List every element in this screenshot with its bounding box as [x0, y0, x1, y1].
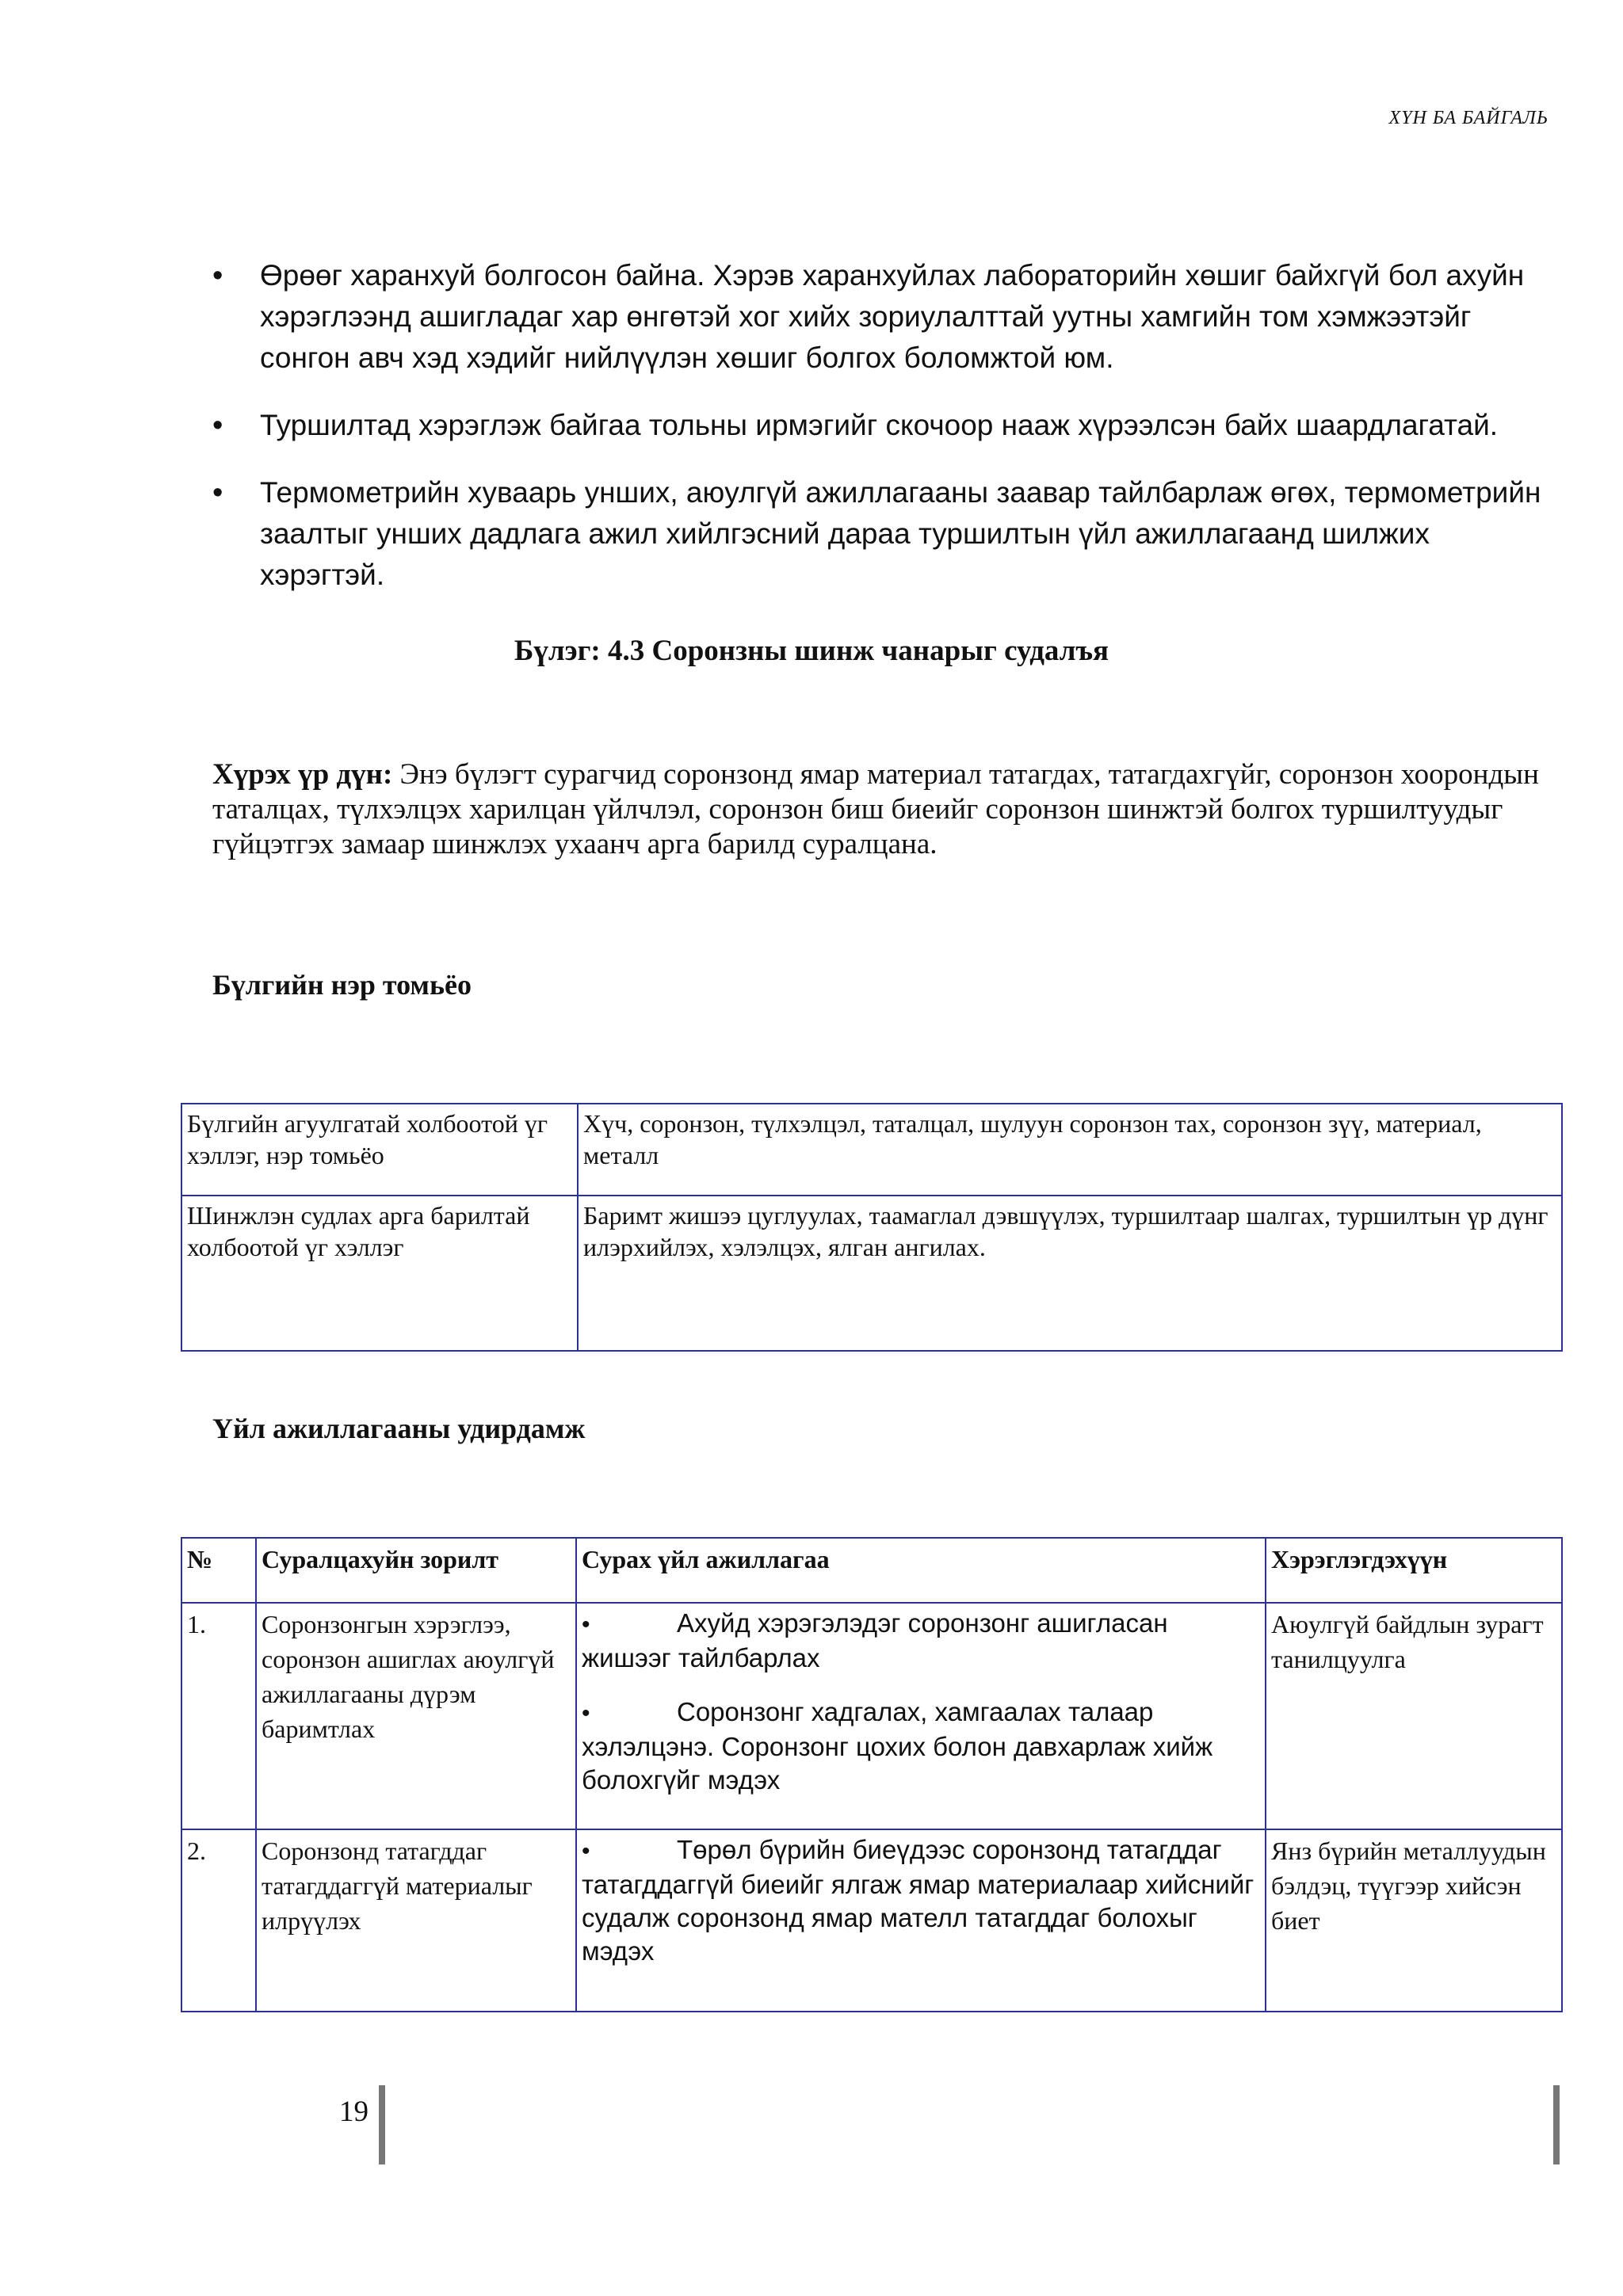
- goal-paragraph: [212, 757, 1568, 862]
- col-header-materials: Хэрэглэгдэхүүн: [1266, 1538, 1562, 1603]
- objective-cell: Соронзонд татагддаг татагддаггүй материалыг илрүүлэх: [256, 1829, 576, 2012]
- table-row: [181, 1603, 1562, 1829]
- table-row: [181, 1829, 1562, 2012]
- row-number: 2.: [181, 1829, 256, 2012]
- activity-bullet: • Соронзонг хадгалах, хамгаалах талаар хэлэлцэнэ. Соронзонг цохих болон давхарлаж хийж болохгүйг мэдэх: [582, 1697, 1213, 1794]
- activities-table: [181, 1537, 1563, 2012]
- footer-rule-right: [1553, 2085, 1560, 2164]
- glossary-heading: Бүлгийн нэр томьёо: [212, 969, 472, 1001]
- objective-cell: Соронзонгын хэрэглээ, соронзон ашиглах аюулгүй ажиллагааны дүрэм баримтлах: [256, 1603, 576, 1829]
- glossary-label-cell: Бүлгийн агуулгатай холбоотой үг хэллэг, нэр томьёо: [181, 1104, 578, 1196]
- bullet-list: [212, 255, 1560, 622]
- running-header: ХҮН БА БАЙГАЛЬ: [1388, 108, 1549, 128]
- activity-cell: [576, 1603, 1266, 1829]
- col-header-num: №: [181, 1538, 256, 1603]
- glossary-label-cell: Шинжлэн судлах арга барилтай холбоотой үг хэллэг: [181, 1196, 578, 1351]
- activity-cell: [576, 1829, 1266, 2012]
- activity-bullet: • Төрөл бүрийн биеүдээс соронзонд татагддаг татагддаггүй биеийг ялгаж ямар материалаар хийснийг судалж соронзонд ямар мателл татагддаг болохыг мэдэх: [582, 1835, 1254, 1966]
- materials-cell: Янз бүрийн металлуудын бэлдэц, түүгээр хийсэн биет: [1266, 1829, 1562, 2012]
- glossary-value-cell: Баримт жишээ цуглуулах, таамаглал дэвшүүлэх, туршилтаар шалгах, туршилтын үр дүнг илэрхийлэх, хэлэлцэх, ялган ангилах.: [578, 1196, 1562, 1351]
- bullet-item: • Термометрийн хуваарь унших, аюулгүй ажиллагааны заавар тайлбарлаж өгөх, термометрийн заалтыг унших дадлага ажил хийлгэсний дараа туршилтын үйл ажиллагаанд шилжих хэрэгтэй.: [212, 472, 1560, 596]
- col-header-objective: Суралцахуйн зорилт: [256, 1538, 576, 1603]
- section-title: Бүлэг: 4.3 Соронзны шинж чанарыг судалъя: [514, 635, 1109, 667]
- glossary-value-cell: Хүч, соронзон, түлхэлцэл, таталцал, шулуун соронзон тах, соронзон зүү, материал, металл: [578, 1104, 1562, 1196]
- row-number: 1.: [181, 1603, 256, 1829]
- bullet-item: • Туршилтад хэрэглэж байгаа тольны ирмэгийг скочоор нааж хүрээлсэн байх шаардлагатай.: [212, 405, 1560, 446]
- table-header-row: [181, 1538, 1562, 1603]
- table-row: [181, 1104, 1562, 1196]
- materials-cell: Аюулгүй байдлын зурагт танилцуулга: [1266, 1603, 1562, 1829]
- goal-label: Хүрэх үр дүн:: [212, 758, 393, 791]
- goal-text: Энэ бүлэгт сурагчид соронзонд ямар материал татагдах, татагдахгүйг, соронзон хоорондын таталцах, түлхэлцэх харилцан үйлчлэл, соронзон биш биеийг соронзон шинжтэй болгох туршилтуудыг гүйцэтгэх замаар шинжлэх ухаанч арга барилд суралцана.: [212, 758, 1539, 860]
- activity-bullet: • Ахуйд хэрэгэлэдэг соронзонг ашигласан жишээг тайлбарлах: [582, 1608, 1168, 1672]
- glossary-table: [181, 1103, 1563, 1352]
- bullet-item: • Өрөөг харанхуй болгосон байна. Хэрэв харанхуйлах лабораторийн хөшиг байхгүй бол ахуйн хэрэглээнд ашигладаг хар өнгөтэй хог хийх зориулалттай уутны хамгийн том хэмжээтэйг сонгон авч хэд хэдийг нийлүүлэн хөшиг болгох боломжтой юм.: [212, 255, 1560, 379]
- page-number: 19: [339, 2096, 369, 2128]
- activities-heading: Үйл ажиллагааны удирдамж: [212, 1413, 586, 1444]
- table-row: [181, 1196, 1562, 1351]
- col-header-activity: Сурах үйл ажиллагаа: [576, 1538, 1266, 1603]
- footer-rule-left: [379, 2085, 385, 2164]
